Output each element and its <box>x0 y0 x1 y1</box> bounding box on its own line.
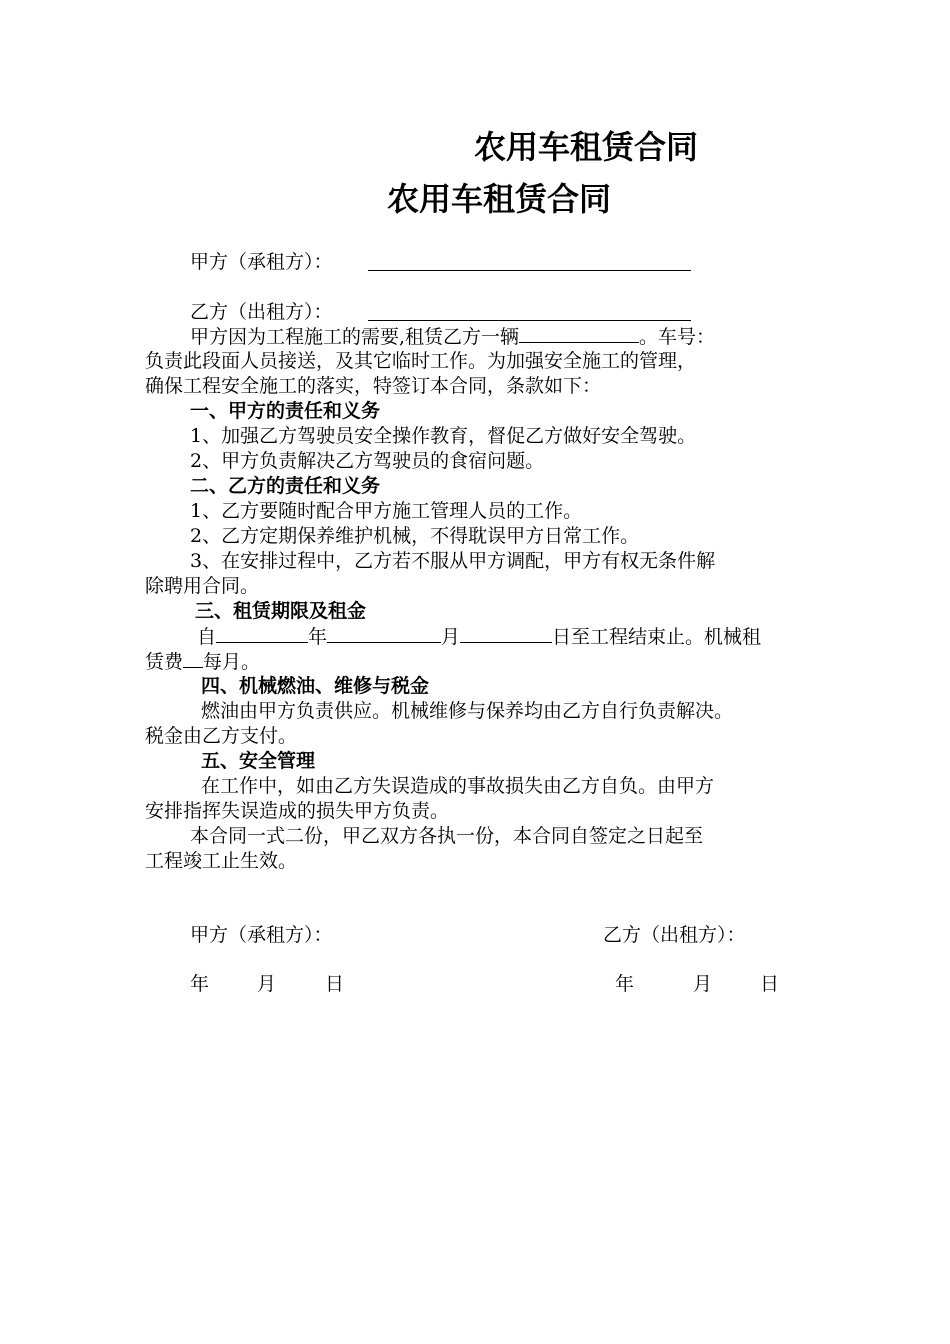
section-1-item-1: 1、加强乙方驾驶员安全操作教育，督促乙方做好安全驾驶。 <box>190 425 697 447</box>
section-2-item-1: 1、乙方要随时配合甲方施工管理人员的工作。 <box>190 500 583 522</box>
party-a-blank[interactable] <box>368 270 691 271</box>
party-a-date-month: 月 <box>257 973 277 995</box>
party-b-label: 乙方（出租方）： <box>190 301 333 323</box>
section-3-line-2 <box>145 649 260 674</box>
signature-party-b: 乙方（出租方）： <box>603 924 746 946</box>
closing-line-1: 本合同一式二份，甲乙双方各执一份，本合同自签定之日起至 <box>190 825 704 847</box>
intro-line-1-pre: 甲方因为工程施工的需要,租赁乙方一辆 <box>190 326 520 348</box>
lease-month-blank[interactable] <box>327 624 441 643</box>
lease-month-label: 月 <box>441 626 461 648</box>
section-2-item-3a: 3、在安排过程中，乙方若不服从甲方调配，甲方有权无条件解 <box>190 550 716 572</box>
party-a-date-day: 日 <box>325 973 345 995</box>
section-4-line-2: 税金由乙方支付。 <box>145 725 298 747</box>
party-b-blank[interactable] <box>368 320 691 321</box>
section-3-title: 三、租赁期限及租金 <box>195 600 367 622</box>
lease-year-label: 年 <box>308 626 328 648</box>
intro-line-1 <box>190 324 715 349</box>
lease-from-label: 自 <box>197 626 217 648</box>
intro-line-3: 确保工程安全施工的落实，特签订本合同，条款如下： <box>145 375 602 397</box>
party-a-date-year: 年 <box>190 973 210 995</box>
section-2-title: 二、乙方的责任和义务 <box>190 475 381 497</box>
section-5-title: 五、安全管理 <box>201 750 316 772</box>
document-subtitle: 农用车租赁合同 <box>387 180 612 218</box>
intro-line-2: 负责此段面人员接送，及其它临时工作。为加强安全施工的管理， <box>145 350 697 372</box>
section-2-item-3b: 除聘用合同。 <box>145 575 260 597</box>
section-1-item-2: 2、甲方负责解决乙方驾驶员的食宿问题。 <box>190 450 545 472</box>
signature-party-a: 甲方（承租方）： <box>190 924 333 946</box>
vehicle-blank[interactable] <box>519 324 639 343</box>
intro-line-1-post: 。车号： <box>639 326 716 348</box>
section-2-item-2: 2、乙方定期保养维护机械，不得耽误甲方日常工作。 <box>190 525 640 547</box>
lease-fee-unit: 每月。 <box>203 651 261 673</box>
section-4-line-1: 燃油由甲方负责供应。机械维修与保养均由乙方自行负责解决。 <box>201 700 734 722</box>
section-5-line-2: 安排指挥失误造成的损失甲方负责。 <box>145 800 450 822</box>
section-5-line-1: 在工作中，如由乙方失误造成的事故损失由乙方自负。由甲方 <box>201 775 715 797</box>
document-title: 农用车租赁合同 <box>474 128 699 166</box>
lease-year-blank[interactable] <box>216 624 308 643</box>
party-a-label: 甲方（承租方）： <box>190 251 333 273</box>
closing-line-2: 工程竣工止生效。 <box>145 850 298 872</box>
lease-day-blank[interactable] <box>460 624 552 643</box>
party-b-date-day: 日 <box>760 973 780 995</box>
lease-fee-blank[interactable] <box>183 649 203 668</box>
section-1-title: 一、甲方的责任和义务 <box>190 400 381 422</box>
lease-rest-text: 日至工程结束止。机械租 <box>552 626 762 648</box>
party-b-date-year: 年 <box>615 973 635 995</box>
lease-fee-label: 赁费 <box>145 651 184 673</box>
party-b-date-month: 月 <box>693 973 713 995</box>
section-3-line-1 <box>197 624 761 649</box>
section-4-title: 四、机械燃油、维修与税金 <box>201 675 430 697</box>
